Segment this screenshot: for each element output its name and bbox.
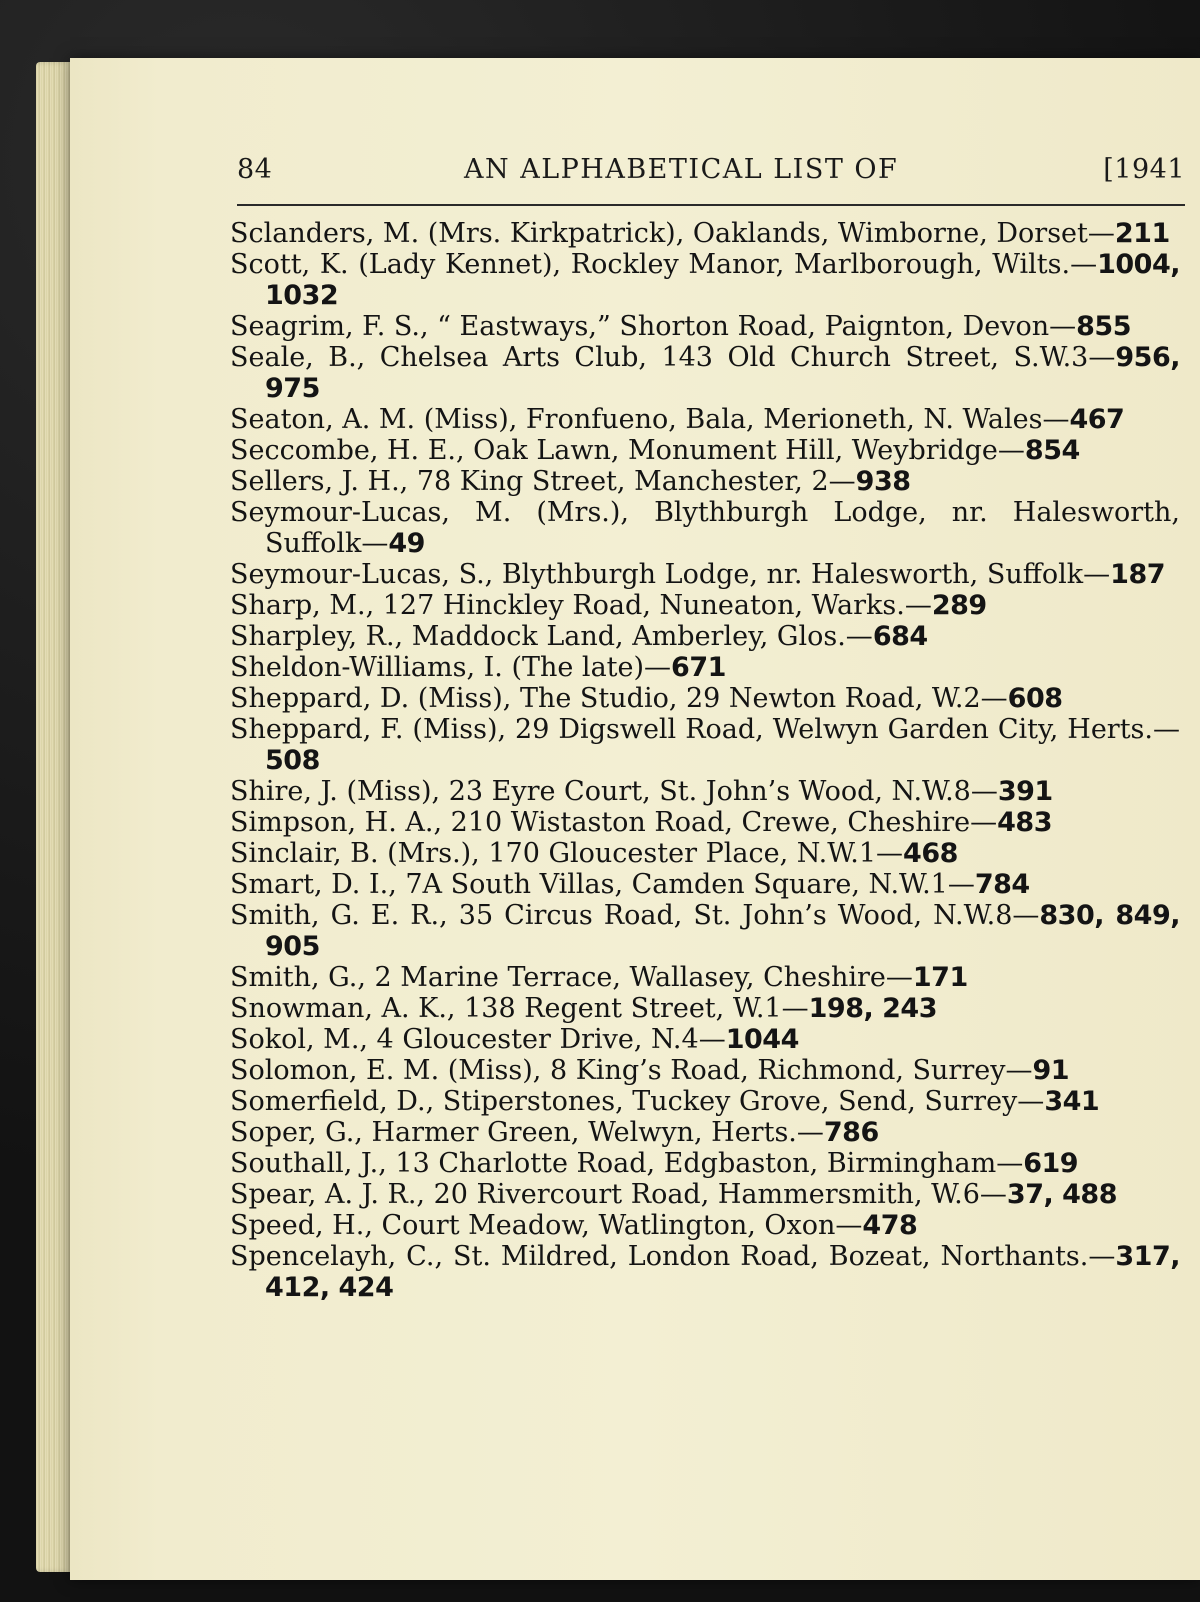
list-item bbox=[230, 962, 1180, 993]
entry-text: Seagrim, F. S., “ Eastways,” Shorton Road, Paignton, Devon— bbox=[230, 311, 1077, 342]
list-item bbox=[230, 1148, 1180, 1179]
entry-refs: 784 bbox=[974, 869, 1030, 900]
page-title: AN ALPHABETICAL LIST OF bbox=[464, 154, 899, 185]
list-item bbox=[230, 621, 1180, 652]
list-item bbox=[230, 1117, 1180, 1148]
entry-text: Southall, J., 13 Charlotte Road, Edgbaston, Birmingham— bbox=[230, 1148, 1024, 1179]
entry-refs: 1044 bbox=[725, 1024, 799, 1055]
list-item bbox=[230, 435, 1180, 466]
entry-text: Seale, B., Chelsea Arts Club, 143 Old Church Street, S.W.3— bbox=[230, 342, 1116, 373]
list-item bbox=[230, 559, 1180, 590]
page-number: 84 bbox=[237, 154, 273, 185]
entry-refs: 684 bbox=[872, 621, 928, 652]
list-item bbox=[230, 807, 1180, 838]
year-label: [1941 bbox=[1103, 154, 1185, 185]
entry-text: Sheppard, F. (Miss), 29 Digswell Road, Welwyn Garden City, Herts.— bbox=[230, 714, 1180, 745]
entry-refs: 211 bbox=[1114, 218, 1170, 249]
list-item bbox=[230, 1241, 1180, 1303]
entry-text: Smith, G., 2 Marine Terrace, Wallasey, Cheshire— bbox=[230, 962, 913, 993]
entry-refs: 391 bbox=[997, 776, 1053, 807]
entry-refs: 317, 412, 424 bbox=[265, 1241, 1180, 1303]
entry-text: Sharp, M., 127 Hinckley Road, Nuneaton, Warks.— bbox=[230, 590, 932, 621]
entry-refs: 671 bbox=[671, 652, 726, 683]
list-item bbox=[230, 900, 1180, 962]
entry-refs: 478 bbox=[862, 1210, 918, 1241]
entry-text: Seymour-Lucas, M. (Mrs.), Blythburgh Lodge, nr. Halesworth, Suffolk— bbox=[230, 497, 1180, 559]
entry-refs: 49 bbox=[388, 528, 425, 559]
entry-refs: 483 bbox=[997, 807, 1053, 838]
entry-refs: 37, 488 bbox=[1006, 1179, 1117, 1210]
entry-refs: 171 bbox=[912, 962, 968, 993]
entry-text: Speed, H., Court Meadow, Watlington, Oxon— bbox=[230, 1210, 863, 1241]
header-rule bbox=[237, 204, 1185, 206]
entry-text: Smart, D. I., 7A South Villas, Camden Square, N.W.1— bbox=[230, 869, 975, 900]
entry-refs: 786 bbox=[823, 1117, 879, 1148]
entry-text: Sheppard, D. (Miss), The Studio, 29 Newton Road, W.2— bbox=[230, 683, 1008, 714]
entry-refs: 938 bbox=[855, 466, 911, 497]
entry-refs: 341 bbox=[1044, 1086, 1100, 1117]
list-item bbox=[230, 404, 1180, 435]
entry-text: Spencelayh, C., St. Mildred, London Road, Bozeat, Northants.— bbox=[230, 1241, 1116, 1272]
entry-text: Snowman, A. K., 138 Regent Street, W.1— bbox=[230, 993, 809, 1024]
list-item bbox=[230, 497, 1180, 559]
list-item bbox=[230, 683, 1180, 714]
list-item bbox=[230, 1024, 1180, 1055]
list-item bbox=[230, 590, 1180, 621]
entry-refs: 289 bbox=[931, 590, 987, 621]
entry-text: Seaton, A. M. (Miss), Fronfueno, Bala, Merioneth, N. Wales— bbox=[230, 404, 1070, 435]
entry-refs: 1004, 1032 bbox=[265, 249, 1180, 311]
entry-text: Somerfield, D., Stiperstones, Tuckey Grove, Send, Surrey— bbox=[230, 1086, 1045, 1117]
entry-refs: 508 bbox=[265, 745, 320, 776]
entry-refs: 467 bbox=[1069, 404, 1125, 435]
entry-text: Smith, G. E. R., 35 Circus Road, St. John’s Wood, N.W.8— bbox=[230, 900, 1040, 931]
list-item bbox=[230, 776, 1180, 807]
entry-text: Simpson, H. A., 210 Wistaston Road, Crewe, Cheshire— bbox=[230, 807, 998, 838]
entry-list bbox=[230, 218, 1180, 1303]
running-header bbox=[237, 154, 1185, 194]
entry-text: Soper, G., Harmer Green, Welwyn, Herts.— bbox=[230, 1117, 824, 1148]
list-item bbox=[230, 1179, 1180, 1210]
list-item bbox=[230, 466, 1180, 497]
entry-refs: 619 bbox=[1023, 1148, 1079, 1179]
entry-text: Sinclair, B. (Mrs.), 170 Gloucester Place, N.W.1— bbox=[230, 838, 904, 869]
list-item bbox=[230, 1210, 1180, 1241]
entry-text: Seccombe, H. E., Oak Lawn, Monument Hill, Weybridge— bbox=[230, 435, 1025, 466]
entry-text: Solomon, E. M. (Miss), 8 King’s Road, Richmond, Surrey— bbox=[230, 1055, 1033, 1086]
entry-refs: 855 bbox=[1076, 311, 1131, 342]
entry-refs: 956, 975 bbox=[265, 342, 1180, 404]
entry-text: Sharpley, R., Maddock Land, Amberley, Glos.— bbox=[230, 621, 873, 652]
entry-text: Shire, J. (Miss), 23 Eyre Court, St. John’s Wood, N.W.8— bbox=[230, 776, 998, 807]
entry-text: Sclanders, M. (Mrs. Kirkpatrick), Oaklands, Wimborne, Dorset— bbox=[230, 218, 1115, 249]
list-item bbox=[230, 714, 1180, 776]
entry-refs: 854 bbox=[1024, 435, 1080, 466]
entry-refs: 830, 849, 905 bbox=[265, 900, 1180, 962]
entry-refs: 187 bbox=[1110, 559, 1166, 590]
list-item bbox=[230, 311, 1180, 342]
entry-text: Sellers, J. H., 78 King Street, Manchester, 2— bbox=[230, 466, 856, 497]
list-item bbox=[230, 993, 1180, 1024]
list-item bbox=[230, 249, 1180, 311]
entry-text: Sheldon-Williams, I. (The late)— bbox=[230, 652, 672, 683]
entry-refs: 198, 243 bbox=[808, 993, 938, 1024]
list-item bbox=[230, 652, 1180, 683]
entry-refs: 91 bbox=[1032, 1055, 1070, 1086]
entry-text: Spear, A. J. R., 20 Rivercourt Road, Hammersmith, W.6— bbox=[230, 1179, 1007, 1210]
list-item bbox=[230, 218, 1180, 249]
entry-refs: 608 bbox=[1007, 683, 1063, 714]
entry-text: Sokol, M., 4 Gloucester Drive, N.4— bbox=[230, 1024, 726, 1055]
list-item bbox=[230, 838, 1180, 869]
entry-refs: 468 bbox=[903, 838, 958, 869]
entry-text: Seymour-Lucas, S., Blythburgh Lodge, nr. Halesworth, Suffolk— bbox=[230, 559, 1111, 590]
list-item bbox=[230, 342, 1180, 404]
list-item bbox=[230, 1055, 1180, 1086]
entry-text: Scott, K. (Lady Kennet), Rockley Manor, Marlborough, Wilts.— bbox=[230, 249, 1098, 280]
list-item bbox=[230, 869, 1180, 900]
list-item bbox=[230, 1086, 1180, 1117]
